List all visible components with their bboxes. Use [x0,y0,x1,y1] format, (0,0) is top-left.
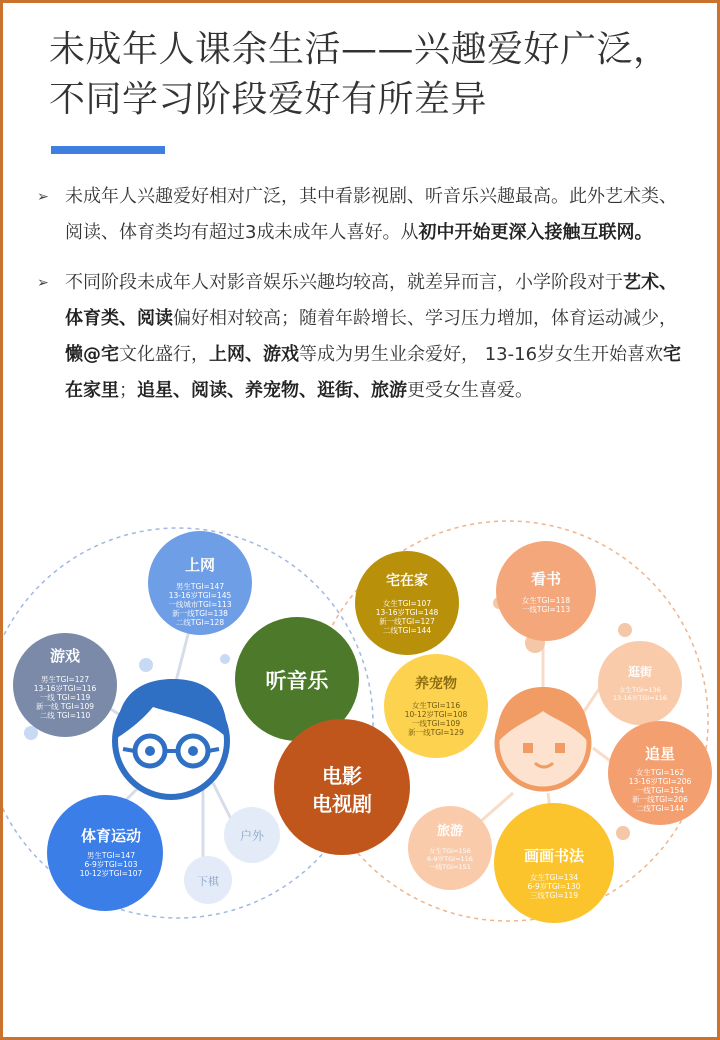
bubble-stat: 一线TGI=113 [521,605,571,614]
bubble-stat: 男生TGI=147 [86,851,136,860]
bullet-list [33,179,693,423]
bubble-stat: 新一线TGI=138 [172,609,228,618]
title-underline [51,146,165,154]
bubble-stat: 10-12岁TGI=107 [79,869,143,878]
hobby-bubble-diagram [3,503,720,933]
bullet-item-2 [33,265,693,409]
bubble-huwai [224,807,280,863]
bubble-stat: 13-16岁TGI=116 [33,684,97,693]
bubble-stat: 新一线TGI=206 [632,795,688,804]
bullet-2-seg-6: 等成为男生业余爱好， 13-16岁女生开始喜欢 [299,344,664,365]
bubble-label: 看书 [530,570,562,588]
deco-dot [616,826,630,840]
bubble-stat: 13-16岁TGI=206 [628,777,692,786]
bubble-stat: 一线城市TGI=113 [168,600,232,609]
bubble-xiaqi [184,856,232,904]
deco-dot [24,726,38,740]
bubble-tiyu [47,795,163,911]
bubble-stat: 二线 TGI=110 [39,711,91,720]
deco-dot [139,658,153,672]
bubble-stat: 6-9岁TGI=103 [84,860,138,869]
bubble-youxi [13,633,117,737]
bubble-stat: 13-16岁TGI=116 [612,694,668,702]
boy-face-icon [115,679,227,797]
bullet-1-seg-1: 初中开始更深入接触互联网。 [418,222,653,243]
bubble-pet [384,654,488,758]
bullet-2-seg-9: 追星、阅读、养宠物、逛街、旅游 [137,380,407,401]
bubble-stat: 二线TGI=144 [382,626,432,635]
bullet-1-seg-0: 未成年人兴趣爱好相对广泛，其中看影视剧、听音乐兴趣最高。此外艺术类、阅读、体育类均有超过3成未成年人喜好。从 [65,186,677,243]
bubble-label: 追星 [644,745,676,763]
bubble-label: 旅游 [436,824,464,839]
page-title [49,25,689,125]
bubble-stat: 新一线TGI=127 [379,617,435,626]
bubble-label: 养宠物 [415,676,457,692]
deco-dot [220,654,230,664]
bubble-label: 逛街 [627,665,653,679]
bubble-stat: 女生TGI=136 [619,686,661,694]
bullet-2-seg-0: 不同阶段未成年人对影音娱乐兴趣均较高，就差异而言，小学阶段对于 [65,272,623,293]
bubble-stat: 二线TGI=144 [635,804,685,813]
bubble-stat: 女生TGI=107 [382,599,432,608]
bubble-label-line-1: 电影 [322,764,362,788]
bubble-stat: 10-12岁TGI=108 [404,710,468,719]
bullet-2-seg-8: ； [119,380,137,401]
bubble-shangwang [148,531,252,635]
arrow-bullet-icon: ➢ [37,189,49,205]
bubble-stat: 二线TGI=128 [175,618,225,627]
bullet-2-seg-2: 偏好相对较高；随着年龄增长、学习压力增加，体育运动减少， [173,308,677,329]
bubble-art [494,803,614,923]
bubble-stat: 一线TGI=154 [635,786,685,795]
bullet-2-seg-3: 懒@宅 [65,344,119,365]
bubble-label: 体育运动 [80,827,142,845]
bubble-label: 游戏 [49,647,81,665]
bullet-2-seg-7: 宅在家里 [65,344,682,401]
bubble-stat: 女生TGI=116 [411,701,461,710]
bubble-label: 上网 [184,556,216,574]
bubble-label: 下棋 [197,875,219,888]
bubble-stat: 男生TGI=147 [175,582,225,591]
bullet-2-seg-1: 艺术、体育类、阅读 [65,272,677,329]
bubble-stat: 三线TGI=119 [529,891,579,900]
bubble-stat: 13-16岁TGI=148 [375,608,439,617]
bullet-item-1 [33,179,693,251]
bullet-2-seg-4: 文化盛行， [119,344,209,365]
bubble-stat: 女生TGI=134 [529,873,579,882]
deco-dot [618,623,632,637]
bubble-star [608,721,712,825]
girl-face-icon [497,687,589,789]
bubble-stat: 13-16岁TGI=145 [168,591,232,600]
bullet-2-seg-10: 更受女生喜爱。 [407,380,533,401]
bubble-stat: 女生TGI=118 [521,596,571,605]
bubble-film [274,719,410,855]
bubble-book [496,541,596,641]
bubble-stat: 女生TGI=162 [635,768,685,777]
bubble-stat: 男生TGI=127 [40,675,90,684]
bubble-label: 画画书法 [523,847,585,865]
title-line-1: 未成年人课余生活——兴趣爱好广泛， [49,29,670,70]
bubble-stat: 6-9岁TGI=116 [427,855,473,863]
bubble-stat: 一线TGI=109 [411,719,461,728]
title-line-2: 不同学习阶段爱好有所差异 [49,79,488,120]
bubble-stat: 一线TGI=151 [429,863,471,871]
bubble-label: 户外 [239,829,265,843]
bubble-label-line-2: 电视剧 [312,792,372,816]
bubble-stat: 新一线 TGI=109 [35,702,95,711]
bubble-stat: 一线 TGI=119 [39,693,91,702]
bubble-travel [408,806,492,890]
bubble-stat: 6-9岁TGI=130 [527,882,581,891]
bullet-2-seg-5: 上网、游戏 [209,344,299,365]
bubble-label: 宅在家 [386,573,428,589]
bubble-shop [598,641,682,725]
bubble-stat: 女生TGI=156 [429,847,471,855]
arrow-bullet-icon: ➢ [37,275,49,291]
bubble-label: 听音乐 [265,669,329,693]
bubble-zhai [355,551,459,655]
bubble-stat: 新一线TGI=129 [408,728,464,737]
